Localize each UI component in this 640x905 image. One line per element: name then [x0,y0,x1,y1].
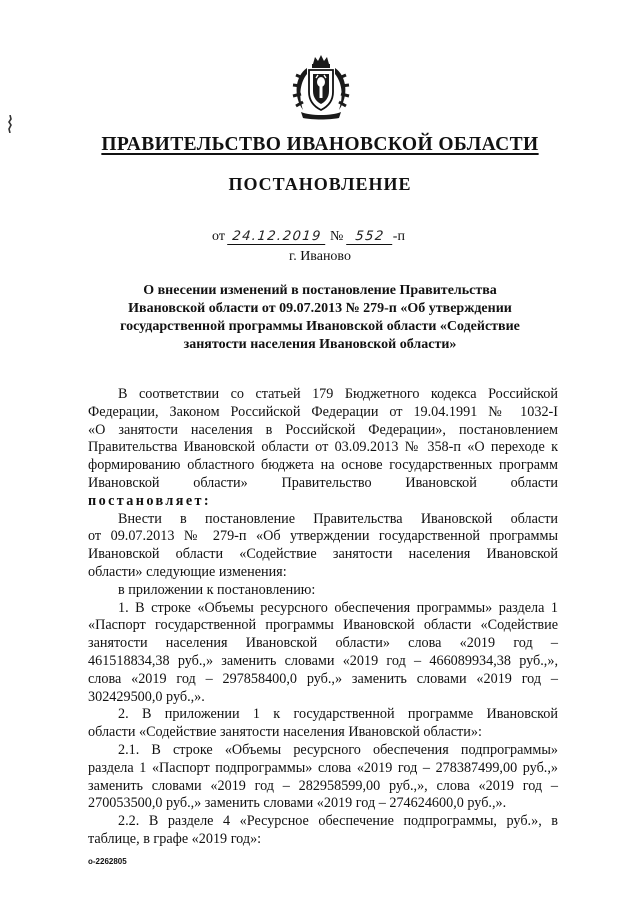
subject-line: занятости населения Ивановской области» [183,337,457,352]
document-body [88,386,558,849]
body-line: Федерации, Законом Российской Федерации от 19.04.1991 № 1032-I [88,403,558,420]
number-prefix: № [329,229,344,244]
handwritten-number: 552 [346,229,394,245]
margin-mark-icon [6,115,14,133]
body-line: Ивановской области» Правительство Ивановской области [88,474,558,491]
body-line: Правительства Ивановской области от 03.09.2013 № 358-п «О переходе к [88,439,558,456]
body-line: раздела 1 «Паспорт подпрограммы» слова «2019 год – 278387499,00 руб.,» [88,759,558,776]
body-line: Ивановской области «Содействие занятости населения Ивановской [88,546,558,563]
document-subject [104,282,536,354]
body-line: области» следующие изменения: [88,563,287,580]
body-line: таблице, в графе «2019 год»: [88,830,262,847]
body-line: от 09.07.2013 № 279-п «Об утверждении государственной программы [88,528,558,545]
number-suffix: -п [392,229,405,244]
coat-of-arms-icon [289,54,353,120]
subject-line: государственной программы Ивановской области «Содействие [120,319,520,334]
date-number-line [212,229,405,245]
decree-word-text: постановляет: [88,492,212,509]
body-line: 2.2. В разделе 4 «Ресурсное обеспечение подпрограммы, руб.», в [118,813,558,830]
decree-word [88,493,558,511]
document-code: о-2262805 [88,857,127,866]
government-title: ПРАВИТЕЛЬСТВО ИВАНОВСКОЙ ОБЛАСТИ [101,134,539,155]
body-line: В соответствии со статьей 179 Бюджетного кодекса Российской [118,386,558,402]
body-line: области «Содействие занятости населения Ивановской области»: [88,724,482,741]
city: г. Иваново [289,249,351,264]
body-line: заменить словами «2019 год – 282958599,00 руб.,», слова «2019 год – [88,777,558,794]
body-line: Внести в постановление Правительства Ивановской области [118,510,558,527]
body-line: 270053500,0 руб.,» заменить словами «2019 год – 274624600,0 руб.,». [88,795,507,812]
body-line: 461518834,38 руб.,» заменить словами «2019 год – 466089934,38 руб.,», [88,652,558,669]
body-line: формированию областного бюджета на основе государственных программ [88,457,558,474]
body-line: 2. В приложении 1 к государственной программе Ивановской [118,706,558,723]
body-line: в приложении к постановлению: [118,581,316,598]
body-line: 1. В строке «Объемы ресурсного обеспечения программы» раздела 1 [118,599,558,616]
date-prefix: от [212,229,225,244]
handwritten-date: 24.12.2019 [228,229,328,245]
body-line: занятости населения Ивановской области» слова «2019 год – [88,635,558,652]
subject-line: О внесении изменений в постановление Правительства [143,283,497,298]
body-line: «О занятости населения в Российской Федерации», постановлением [88,421,558,438]
document-type: ПОСТАНОВЛЕНИЕ [228,174,412,194]
body-line: «Паспорт государственной программы Ивановской области «Содействие [88,617,558,634]
subject-line: Ивановской области от 09.07.2013 № 279-п «Об утверждении [128,301,512,316]
body-line: слова «2019 год – 297858400,0 руб.,» заменить словами «2019 год – [88,670,558,687]
body-line: 2.1. В строке «Объемы ресурсного обеспечения подпрограммы» [118,741,558,758]
body-line: 302429500,0 руб.,». [88,688,205,705]
